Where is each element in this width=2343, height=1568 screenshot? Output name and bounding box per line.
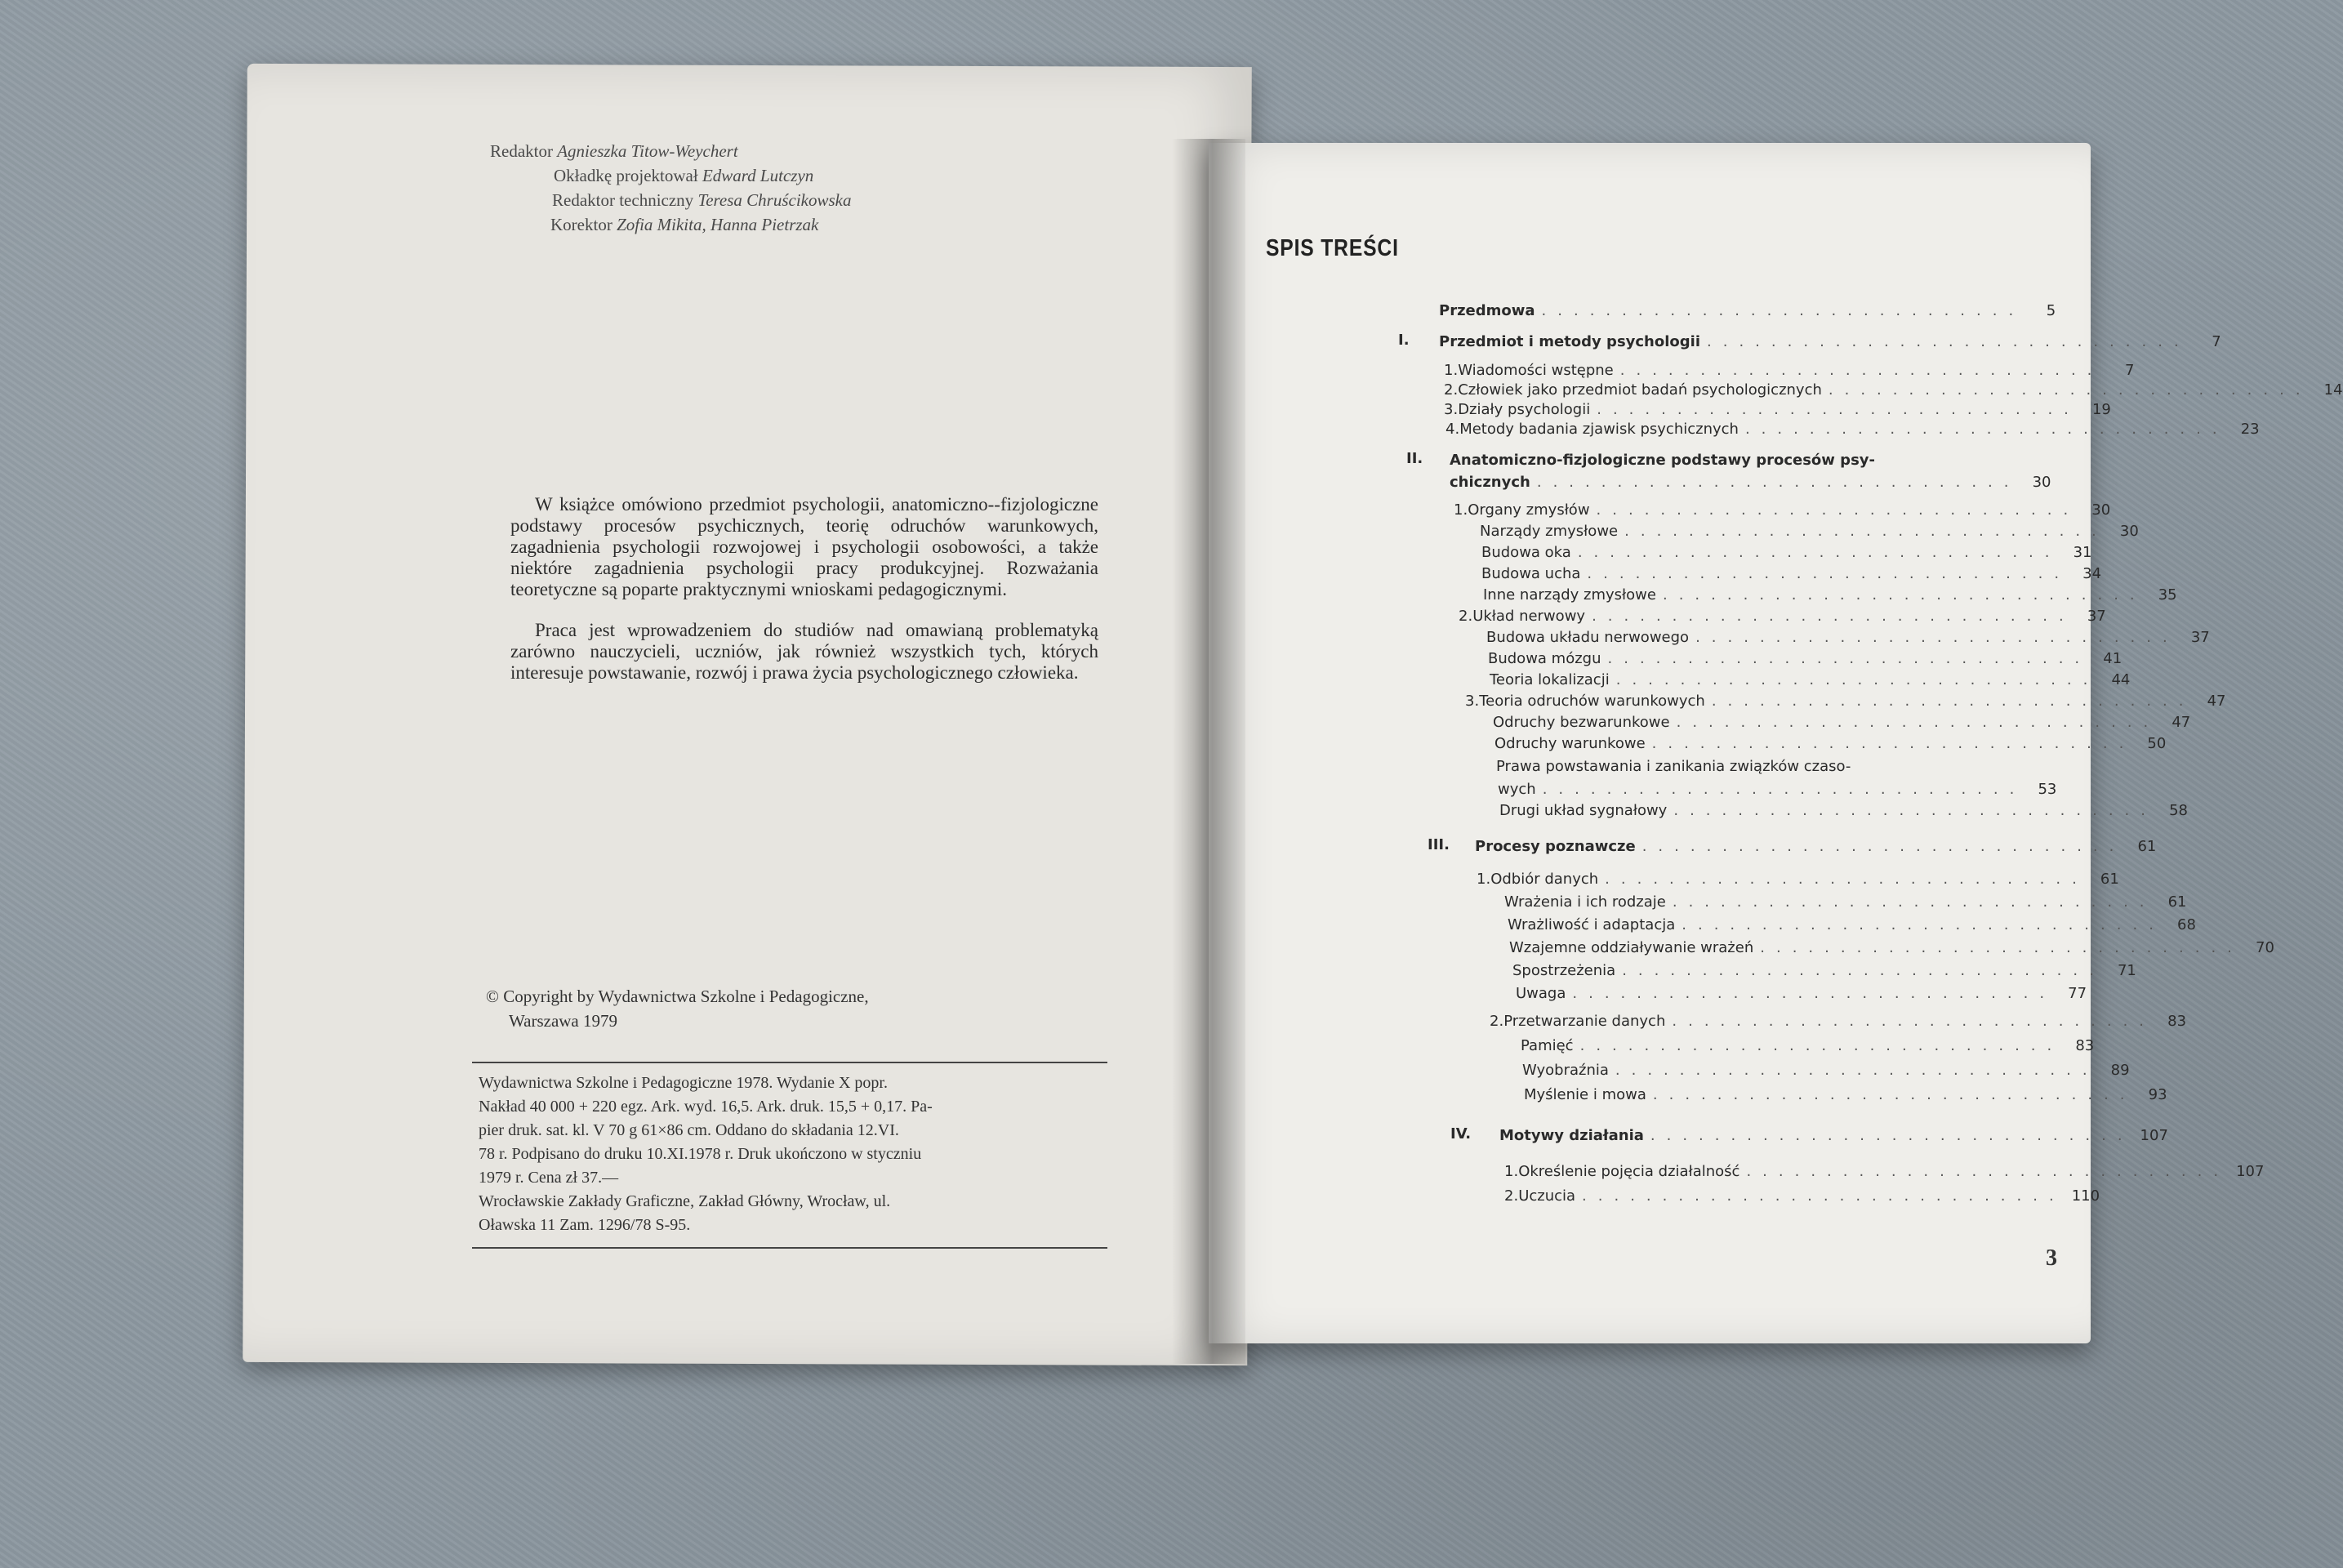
toc-chapter: Procesy poznawcze .............................. 61 bbox=[1475, 838, 2157, 855]
toc-chapter: chicznych .............................. 30 bbox=[1450, 474, 2051, 491]
toc-entry: 1. Określenie pojęcia działalność .............................. 107 bbox=[1504, 1163, 2265, 1180]
description-paragraph: Praca jest wprowadzeniem do studiów nad omawianą problematyką zarówno nauczycieli, uczniów, jak również wszystkich tych, których interesuje powstawanie, rozwój i prawa życia psychologicznego człowieka. bbox=[510, 620, 1098, 683]
toc-entry: Narządy zmysłowe .............................. 30 bbox=[1480, 523, 2139, 540]
toc-entry: Teoria lokalizacji .............................. 44 bbox=[1490, 671, 2131, 688]
toc-chapter-number: III. bbox=[1428, 836, 1450, 853]
toc-entry: Budowa układu nerwowego .............................. 37 bbox=[1486, 629, 2210, 646]
toc-entry: Budowa oka .............................. 31 bbox=[1481, 544, 2092, 561]
toc-entry: Odruchy bezwarunkowe .............................. 47 bbox=[1493, 714, 2191, 731]
toc-entry: 2. Układ nerwowy .............................. 37 bbox=[1459, 608, 2106, 625]
toc-entry: Prawa powstawania i zanikania związków czaso- bbox=[1496, 758, 1851, 775]
toc-entry: Inne narządy zmysłowe .............................. 35 bbox=[1483, 586, 2177, 604]
imprint-line: Wydawnictwa Szkolne i Pedagogiczne 1978. Wydanie X popr. bbox=[479, 1074, 888, 1092]
imprint-line: Oławska 11 Zam. 1296/78 S-95. bbox=[479, 1216, 691, 1234]
toc-entry: Myślenie i mowa .............................. 93 bbox=[1524, 1086, 2167, 1103]
toc-title: SPIS TREŚCI bbox=[1266, 235, 1399, 261]
imprint-line: 78 r. Podpisano do druku 10.XI.1978 r. Druk ukończono w styczniu bbox=[479, 1145, 922, 1163]
toc-entry: Pamięć .............................. 83 bbox=[1521, 1037, 2095, 1054]
toc-entry: Odruchy warunkowe .............................. 50 bbox=[1494, 735, 2167, 752]
imprint-block bbox=[472, 1062, 1107, 1249]
toc-entry: Wyobraźnia .............................. 89 bbox=[1522, 1062, 2130, 1079]
toc-entry: Wrażliwość i adaptacja .............................. 68 bbox=[1508, 916, 2196, 933]
toc-entry: Przedmowa .............................. 5 bbox=[1439, 302, 2056, 319]
copyright-line: © Copyright by Wydawnictwa Szkolne i Pedagogiczne, bbox=[486, 987, 869, 1006]
credit-editor: Redaktor Agnieszka Titow-Weychert bbox=[490, 141, 738, 161]
toc-entry: Budowa ucha .............................. 34 bbox=[1481, 565, 2102, 582]
toc-entry: 3. Działy psychologii .............................. 19 bbox=[1444, 401, 2111, 418]
toc-entry: Uwaga .............................. 77 bbox=[1516, 985, 2087, 1002]
toc-chapter-number: I. bbox=[1398, 332, 1410, 349]
credit-cover: Okładkę projektował Edward Lutczyn bbox=[554, 166, 814, 185]
copyright-line: Warszawa 1979 bbox=[509, 1011, 618, 1031]
toc-entry: 2. Człowiek jako przedmiot badań psychologicznych .............................. 14 bbox=[1444, 381, 2343, 399]
toc-entry: Wrażenia i ich rodzaje .............................. 61 bbox=[1504, 893, 2187, 911]
credits-block bbox=[490, 139, 851, 237]
copyright-notice bbox=[486, 984, 869, 1033]
description-paragraph: W książce omówiono przedmiot psychologii, anatomiczno--fizjologiczne podstawy procesów psychicznych, teorię odruchów warunkowych, zagadnienia psychologii rozwojowej i psychologii osobowości, a także niektóre zagadnienia psychologii pracy produkcyjnej. Rozważania teoretyczne są poparte praktycznymi wnioskami pedagogicznymi. bbox=[510, 494, 1098, 599]
toc-chapter: Przedmiot i metody psychologii .............................. 7 bbox=[1439, 333, 2221, 350]
toc-entry: Drugi układ sygnałowy .............................. 58 bbox=[1499, 802, 2188, 819]
toc-entry: 3. Teoria odruchów warunkowych .............................. 47 bbox=[1465, 693, 2226, 710]
toc-entry: Budowa mózgu .............................. 41 bbox=[1488, 650, 2123, 667]
toc-entry: 1. Odbiór danych .............................. 61 bbox=[1477, 871, 2119, 888]
toc-chapter-number: II. bbox=[1406, 450, 1423, 467]
imprint-line: 1979 r. Cena zł 37.— bbox=[479, 1169, 619, 1187]
toc-entry: 2. Przetwarzanie danych .............................. 83 bbox=[1490, 1013, 2187, 1030]
book-description bbox=[510, 494, 1098, 703]
toc-entry: 1. Wiadomości wstępne .............................. 7 bbox=[1444, 362, 2135, 379]
credit-proofreader: Korektor Zofia Mikita, Hanna Pietrzak bbox=[550, 215, 819, 234]
toc-entry: 4. Metody badania zjawisk psychicznych .............................. 23 bbox=[1445, 421, 2260, 438]
toc-entry: 1. Organy zmysłów .............................. 30 bbox=[1454, 501, 2111, 519]
credit-technical-editor: Redaktor techniczny Teresa Chruścikowska bbox=[552, 190, 852, 210]
toc-entry: 2. Uczucia .............................. 110 bbox=[1504, 1187, 2100, 1205]
toc-entry: wych .............................. 53 bbox=[1498, 781, 2057, 798]
toc-entry: Spostrzeżenia .............................. 71 bbox=[1512, 962, 2136, 979]
page-number: 3 bbox=[2046, 1245, 2057, 1271]
imprint-line: Wrocławskie Zakłady Graficzne, Zakład Główny, Wrocław, ul. bbox=[479, 1192, 891, 1210]
imprint-line: Nakład 40 000 + 220 egz. Ark. wyd. 16,5. Ark. druk. 15,5 + 0,17. Pa- bbox=[479, 1098, 933, 1116]
toc-entry: Wzajemne oddziaływanie wrażeń .............................. 70 bbox=[1509, 939, 2274, 956]
toc-chapter: Motywy działania .............................. 107 bbox=[1499, 1127, 2168, 1144]
imprint-line: pier druk. sat. kl. V 70 g 61×86 cm. Oddano do składania 12.VI. bbox=[479, 1121, 899, 1139]
toc-chapter-number: IV. bbox=[1450, 1125, 1472, 1143]
toc-chapter: Anatomiczno-fizjologiczne podstawy procesów psy- bbox=[1450, 452, 1875, 469]
